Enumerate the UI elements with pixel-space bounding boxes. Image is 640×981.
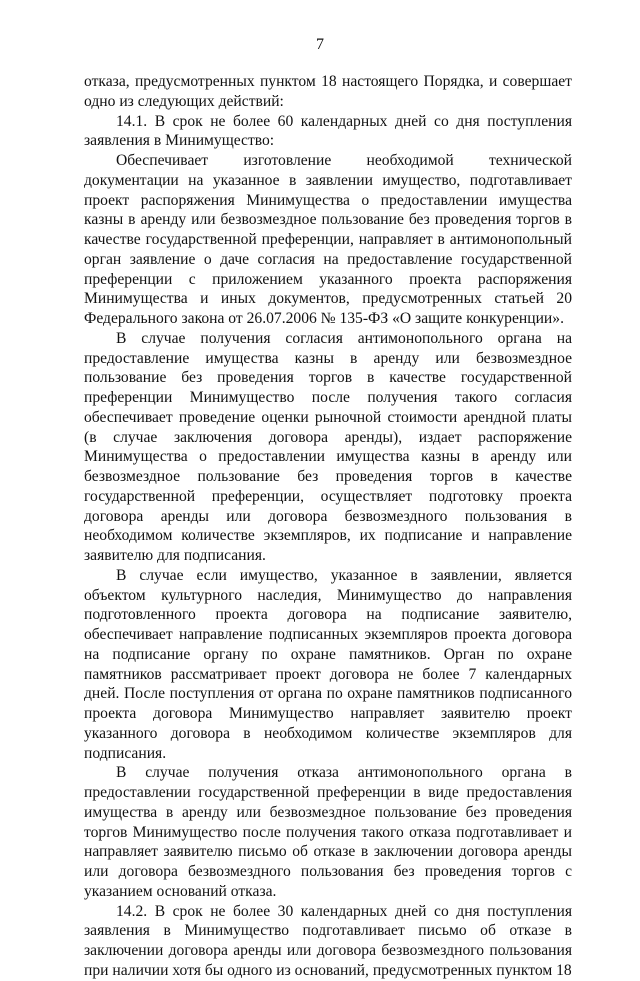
paragraph-provides-documentation: Обеспечивает изготовление необходимой технической документации на указанное в заявлении имущество, подготавливает проект распоряжения Минимущества о предоставлении имущества казны в аренду или безвозмездное пользование без проведения торгов в качестве государственной преференции, направляет в антимонопольный орган заявление о даче согласия на предоставление государственной преференции с приложением указанного проекта распоряжения Минимущества и иных документов, предусмотренных статьей 20 Федерального закона от 26.07.2006 № 135-ФЗ «О защите конкуренции». [84, 152, 572, 327]
paragraph-cultural-heritage: В случае если имущество, указанное в заявлении, является объектом культурного наследия, Минимущество до направления подготовленного проекта договора на подписание заявителю, обеспечивает направление подписанных экземпляров проекта договора на подписание органу по охране памятников. Орган по охране памятников рассматривает проект договора не более 7 календарных дней. После поступления от органа по охране памятников подписанного проекта договора Минимущество направляет заявителю проект указанного договора в необходимом количестве экземпляров для подписания. [84, 566, 572, 762]
page-number: 7 [316, 36, 324, 53]
paragraph-refusal-received: В случае получения отказа антимонопольного органа в предоставлении государственной преференции в виде предоставления имущества в аренду или безвозмездное пользование без проведения торгов Минимущество после получения такого отказа подготавливает и направляет заявителю письмо об отказе в заключении договора аренды или договора безвозмездного пользования без проведения торгов с указанием оснований отказа. [84, 764, 572, 900]
paragraph-intro: отказа, предусмотренных пунктом 18 настоящего Порядка, и совершает одно из следующих действий: [84, 73, 572, 110]
document-body [84, 72, 572, 981]
paragraph-clause-14-1: 14.1. В срок не более 60 календарных дней со дня поступления заявления в Минимущество: [84, 112, 572, 150]
paragraph-consent-received: В случае получения согласия антимонопольного органа на предоставление имущества казны в аренду или безвозмездное пользование без проведения торгов в качестве государственной преференции Минимущество после получения такого согласия обеспечивает проведение оценки рыночной стоимости арендной платы (в случае заключения договора аренды), издает распоряжение Минимущества о предоставлении имущества казны в аренду или безвозмездное пользование без проведения торгов в качестве государственной преференции, осуществляет подготовку проекта договора аренды или договора безвозмездного пользования в необходимом количестве экземпляров, их подписание и направление заявителю для подписания. [84, 329, 572, 564]
paragraph-clause-14-2: 14.2. В срок не более 30 календарных дней со дня поступления заявления в Минимущество подготавливает письмо об отказе в заключении договора аренды или договора безвозмездного пользования при наличии хотя бы одного из оснований, предусмотренных пунктом 18 [84, 902, 572, 979]
